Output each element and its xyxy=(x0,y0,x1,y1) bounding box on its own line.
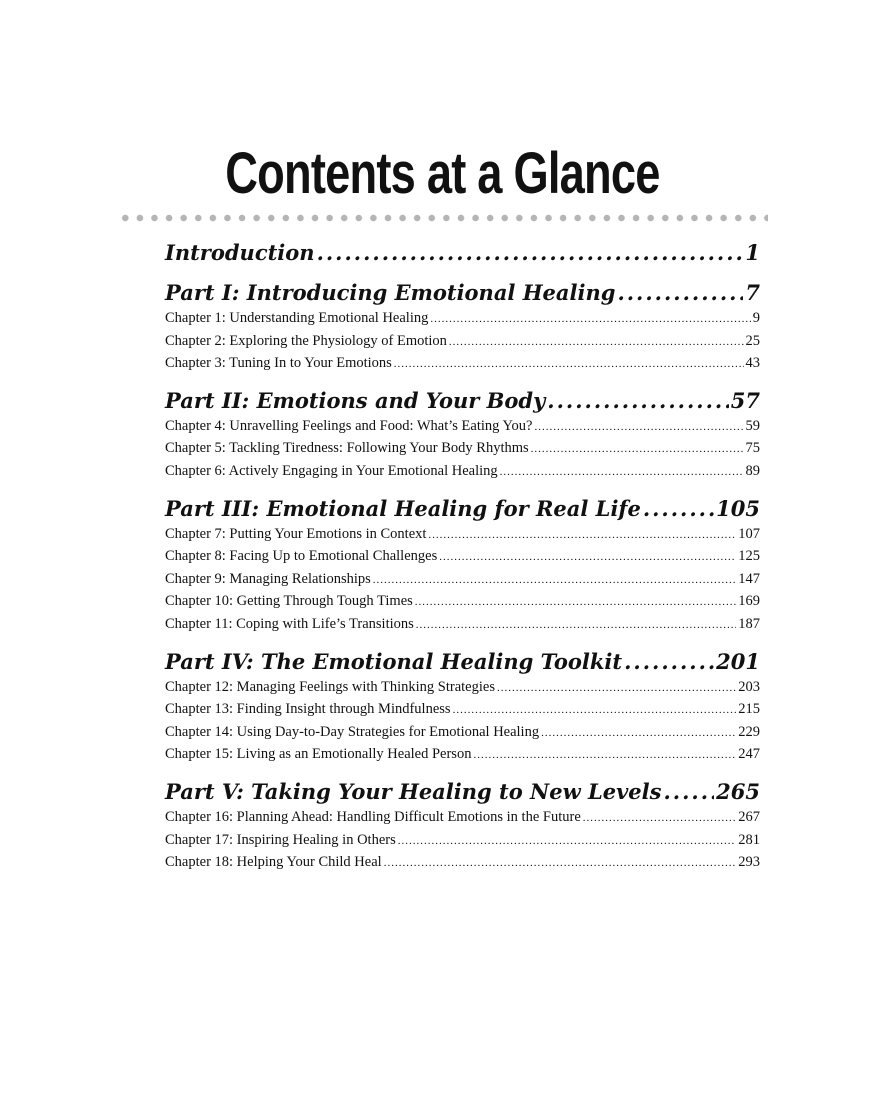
entry-title: Chapter 4: Unravelling Feelings and Food: What’s Eating You? xyxy=(165,417,533,434)
toc-chapter-entry xyxy=(165,310,760,333)
entry-page-number: 187 xyxy=(738,615,760,632)
entry-page-number: 57 xyxy=(730,387,760,413)
toc-chapter-entry xyxy=(165,724,760,747)
dot-leader xyxy=(317,240,744,265)
entry-title: Introduction xyxy=(165,240,315,265)
entry-page-number: 89 xyxy=(745,462,760,479)
toc-part-entry xyxy=(165,240,760,270)
toc-chapter-entry xyxy=(165,571,760,594)
dot-leader xyxy=(430,313,750,325)
entry-page-number: 105 xyxy=(716,495,760,521)
entry-page-number: 203 xyxy=(738,678,760,695)
toc-chapter-entry xyxy=(165,355,760,378)
entry-page-number: 43 xyxy=(745,355,760,372)
dot-leader xyxy=(617,280,743,305)
entry-page-number: 281 xyxy=(738,831,760,848)
entry-title: Part V: Taking Your Healing to New Levels xyxy=(165,778,662,804)
page-title xyxy=(0,140,885,207)
toc-chapter-entry xyxy=(165,809,760,832)
entry-page-number: 59 xyxy=(745,417,760,434)
entry-title: Chapter 16: Planning Ahead: Handling Difficult Emotions in the Future xyxy=(165,808,581,825)
entry-title: Chapter 5: Tackling Tiredness: Following Your Body Rhythms xyxy=(165,440,529,457)
entry-title: Chapter 13: Finding Insight through Mindfulness xyxy=(165,701,451,718)
toc-part-entry xyxy=(165,779,760,809)
entry-title: Chapter 2: Exploring the Physiology of Emotion xyxy=(165,332,447,349)
toc-chapter-entry xyxy=(165,440,760,463)
toc-chapter-entry xyxy=(165,701,760,724)
entry-page-number: 229 xyxy=(738,723,760,740)
toc-part-entry xyxy=(165,280,760,310)
entry-title: Chapter 8: Facing Up to Emotional Challenges xyxy=(165,548,438,565)
dot-leader xyxy=(663,779,714,804)
entry-page-number: 9 xyxy=(752,310,760,326)
toc-chapter-entry xyxy=(165,832,760,855)
toc-chapter-entry xyxy=(165,746,760,769)
entry-page-number: 7 xyxy=(745,280,760,305)
dot-leader xyxy=(534,421,743,433)
entry-page-number: 265 xyxy=(716,778,760,804)
dot-leader xyxy=(398,835,737,847)
toc-chapter-entry xyxy=(165,548,760,571)
dot-leader xyxy=(500,466,744,478)
entry-title: Chapter 11: Coping with Life’s Transitions xyxy=(165,615,414,632)
entry-title: Part IV: The Emotional Healing Toolkit xyxy=(165,648,623,674)
toc-chapter-entry xyxy=(165,463,760,486)
entry-page-number: 125 xyxy=(738,548,760,565)
entry-title: Chapter 12: Managing Feelings with Thinking Strategies xyxy=(165,678,495,695)
toc-chapter-entry xyxy=(165,333,760,356)
entry-page-number: 267 xyxy=(738,808,760,825)
toc-part-entry xyxy=(165,388,760,418)
dot-leader xyxy=(531,443,744,455)
dot-leader xyxy=(428,529,736,541)
dot-leader xyxy=(583,812,737,824)
toc-chapter-entry xyxy=(165,679,760,702)
toc-part-entry xyxy=(165,649,760,679)
entry-page-number: 147 xyxy=(738,570,760,587)
dot-leader xyxy=(373,574,736,586)
dot-leader xyxy=(643,496,714,521)
dot-leader xyxy=(394,358,744,370)
entry-title: Chapter 18: Helping Your Child Heal xyxy=(165,854,382,871)
entry-title: Chapter 15: Living as an Emotionally Healed Person xyxy=(165,746,472,763)
dot-leader xyxy=(473,749,736,761)
entry-title: Chapter 7: Putting Your Emotions in Context xyxy=(165,525,427,542)
entry-title: Chapter 1: Understanding Emotional Healing xyxy=(165,310,429,326)
entry-page-number: 201 xyxy=(716,648,760,674)
page-title-text: Contents at a Glance xyxy=(225,141,660,206)
entry-title: Part II: Emotions and Your Body xyxy=(165,387,546,413)
dot-leader xyxy=(416,619,736,631)
entry-title: Part I: Introducing Emotional Healing xyxy=(165,280,616,305)
entry-page-number: 169 xyxy=(738,593,760,610)
entry-page-number: 247 xyxy=(738,746,760,763)
toc-chapter-entry xyxy=(165,593,760,616)
entry-title: Chapter 17: Inspiring Healing in Others xyxy=(165,831,396,848)
dotted-divider xyxy=(118,214,768,222)
entry-title: Part III: Emotional Healing for Real Life xyxy=(165,495,641,521)
entry-page-number: 107 xyxy=(738,525,760,542)
entry-page-number: 1 xyxy=(745,240,760,265)
entry-title: Chapter 14: Using Day-to-Day Strategies for Emotional Healing xyxy=(165,723,540,740)
entry-page-number: 215 xyxy=(738,701,760,718)
toc-chapter-entry xyxy=(165,854,760,877)
dot-leader xyxy=(497,682,736,694)
entry-title: Chapter 10: Getting Through Tough Times xyxy=(165,593,413,610)
entry-page-number: 25 xyxy=(745,332,760,349)
entry-title: Chapter 9: Managing Relationships xyxy=(165,570,371,587)
dot-leader xyxy=(547,388,728,413)
dot-leader xyxy=(439,551,736,563)
table-of-contents xyxy=(165,240,760,877)
toc-part-entry xyxy=(165,496,760,526)
dot-leader xyxy=(541,727,736,739)
dot-leader xyxy=(453,704,737,716)
entry-title: Chapter 3: Tuning In to Your Emotions xyxy=(165,355,392,372)
dot-leader xyxy=(415,596,736,608)
toc-chapter-entry xyxy=(165,616,760,639)
dot-leader xyxy=(449,336,744,348)
dot-leader xyxy=(384,857,737,869)
toc-chapter-entry xyxy=(165,418,760,441)
entry-page-number: 293 xyxy=(738,854,760,871)
entry-title: Chapter 6: Actively Engaging in Your Emotional Healing xyxy=(165,462,498,479)
toc-chapter-entry xyxy=(165,526,760,549)
entry-page-number: 75 xyxy=(745,440,760,457)
dot-leader xyxy=(624,649,714,674)
